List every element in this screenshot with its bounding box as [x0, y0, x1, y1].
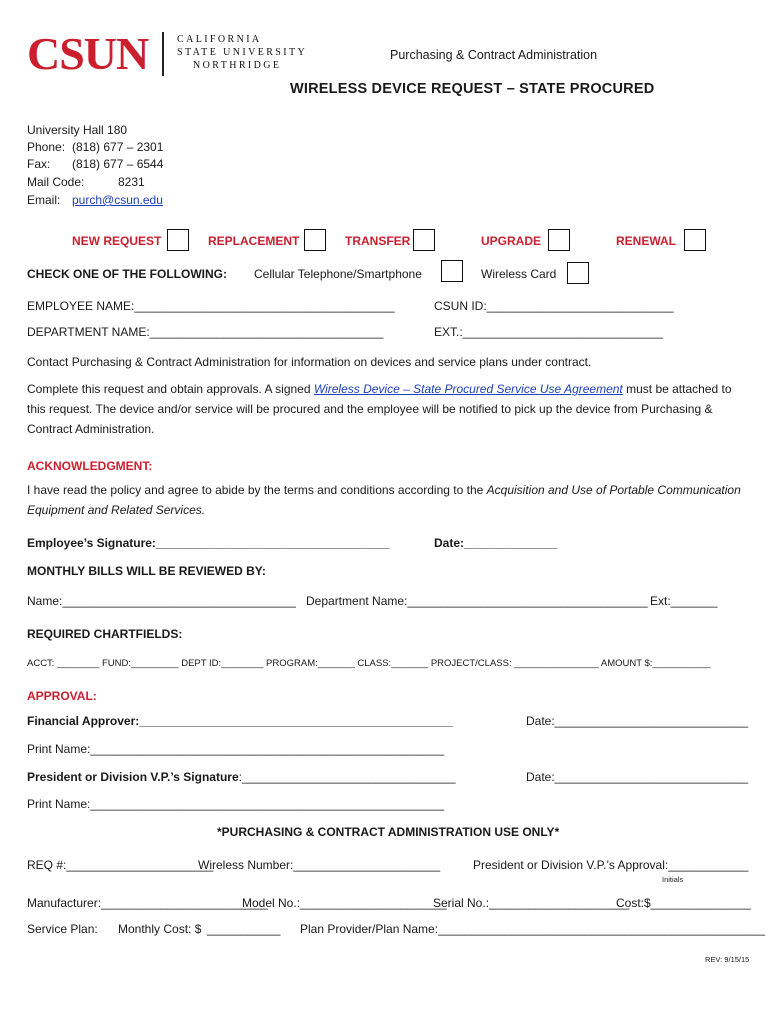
- acknowledgment-heading: ACKNOWLEDGMENT:: [27, 459, 153, 473]
- president-date-field[interactable]: Date:_____________________________: [526, 770, 749, 784]
- reviewer-ext-field[interactable]: Ext:_______: [650, 594, 718, 608]
- contact-info-line: Contact Purchasing & Contract Administration for information on devices and service plans under contract.: [27, 355, 592, 369]
- department-name-field[interactable]: DEPARTMENT NAME:___________________________________: [27, 325, 384, 339]
- acknowledgment-text: I have read the policy and agree to abide by the terms and conditions according to the: [27, 483, 487, 497]
- employee-date-field[interactable]: Date:______________: [434, 536, 558, 550]
- financial-approver-field[interactable]: Financial Approver:_______________________________________________: [27, 714, 453, 728]
- upgrade-label: UPGRADE: [481, 234, 542, 248]
- csun-id-field[interactable]: CSUN ID:____________________________: [434, 299, 674, 313]
- office-use-heading: *PURCHASING & CONTRACT ADMINISTRATION USE ONLY*: [217, 825, 560, 839]
- agreement-link[interactable]: Wireless Device – State Procured Service Use Agreement: [313, 382, 623, 396]
- logo-divider: [162, 32, 164, 76]
- reviewer-department-field[interactable]: Department Name:____________________________________: [306, 594, 648, 608]
- reviewer-name-field[interactable]: Name:___________________________________: [27, 594, 296, 608]
- replacement-checkbox[interactable]: [304, 229, 326, 251]
- instructions-paragraph: [27, 379, 747, 439]
- president-signature-field[interactable]: [27, 770, 456, 784]
- mailcode-value: 8231: [118, 175, 145, 189]
- cellular-checkbox[interactable]: [441, 260, 463, 282]
- monthly-bills-heading: MONTHLY BILLS WILL BE REVIEWED BY:: [27, 564, 266, 578]
- email-label: Email:: [27, 193, 61, 207]
- acknowledgment-policy-title: Acquisition and Use of Portable Communication Equipment and Related Services.: [27, 483, 741, 517]
- instructions-text-b: must be attached to this request. The device and/or service will be procured and the employee will be notified to pick up the device from Purchasing & Contract Administration.: [27, 382, 732, 436]
- chartfields-heading: REQUIRED CHARTFIELDS:: [27, 627, 183, 641]
- wireless-number-field[interactable]: Wireless Number:______________________: [198, 858, 441, 872]
- serial-number-field[interactable]: Serial No.:_____________________: [433, 896, 630, 910]
- financial-date-field[interactable]: Date:_____________________________: [526, 714, 749, 728]
- cellular-option-label: Cellular Telephone/Smartphone: [254, 267, 422, 281]
- approval-heading: APPROVAL:: [27, 689, 97, 703]
- employee-signature-field[interactable]: Employee’s Signature:___________________________________: [27, 536, 390, 550]
- renewal-label: RENEWAL: [616, 234, 676, 248]
- plan-provider-field[interactable]: Plan Provider/Plan Name:_________________________________________________: [300, 922, 766, 936]
- service-plan-label: Service Plan:: [27, 922, 98, 936]
- employee-name-field[interactable]: EMPLOYEE NAME:_______________________________________: [27, 299, 395, 313]
- cost-field[interactable]: Cost:$_______________: [616, 896, 751, 910]
- print-name-field-1[interactable]: Print Name:_____________________________________________________: [27, 742, 445, 756]
- initials-caption: Initials: [662, 875, 684, 884]
- email-link[interactable]: purch@csun.edu: [72, 193, 163, 207]
- csun-logo: CSUN: [27, 28, 149, 79]
- ext-field[interactable]: EXT.:______________________________: [434, 325, 663, 339]
- department-heading: Purchasing & Contract Administration: [390, 48, 598, 62]
- logo-line-1: CALIFORNIA: [177, 34, 262, 45]
- phone-value: (818) 677 – 2301: [72, 140, 164, 154]
- wireless-card-checkbox[interactable]: [567, 262, 589, 284]
- replacement-label: REPLACEMENT: [208, 234, 300, 248]
- fax-label: Fax:: [27, 157, 51, 171]
- form-title: WIRELESS DEVICE REQUEST – STATE PROCURED: [290, 81, 655, 97]
- phone-label: Phone:: [27, 140, 66, 154]
- transfer-label: TRANSFER: [345, 234, 411, 248]
- upgrade-checkbox[interactable]: [548, 229, 570, 251]
- new-request-label: NEW REQUEST: [72, 234, 162, 248]
- instructions-text-a: Complete this request and obtain approvals. A signed: [27, 382, 314, 396]
- print-name-field-2[interactable]: Print Name:_____________________________________________________: [27, 797, 445, 811]
- fax-value: (818) 677 – 6544: [72, 157, 164, 171]
- logo-line-2: STATE UNIVERSITY: [177, 47, 308, 58]
- req-number-field[interactable]: REQ #:______________________: [27, 858, 214, 872]
- monthly-cost-field[interactable]: ___________: [207, 922, 281, 936]
- president-signature-line: :________________________________: [238, 770, 456, 784]
- chartfields-line[interactable]: ACCT: ________ FUND:_________ DEPT ID:________ PROGRAM:_______ CLASS:_______ PROJECT/CLASS: ________________ AMOUNT $:___________: [27, 658, 711, 669]
- acknowledgment-paragraph: [27, 480, 747, 520]
- model-number-field[interactable]: Model No.:______________________: [242, 896, 447, 910]
- new-request-checkbox[interactable]: [167, 229, 189, 251]
- check-one-label: CHECK ONE OF THE FOLLOWING:: [27, 267, 227, 281]
- manufacturer-field[interactable]: Manufacturer:_________________________: [27, 896, 268, 910]
- transfer-checkbox[interactable]: [413, 229, 435, 251]
- mailcode-label: Mail Code:: [27, 175, 85, 189]
- renewal-checkbox[interactable]: [684, 229, 706, 251]
- president-approval-field[interactable]: President or Division V.P.’s Approval:____________: [473, 858, 749, 872]
- revision-date: REV: 9/15/15: [705, 955, 750, 964]
- address: University Hall 180: [27, 123, 128, 137]
- wireless-card-label: Wireless Card: [481, 267, 557, 281]
- president-signature-label: President or Division V.P.’s Signature: [27, 770, 239, 784]
- monthly-cost-label: Monthly Cost: $: [118, 922, 202, 936]
- logo-line-3: NORTHRIDGE: [193, 60, 282, 71]
